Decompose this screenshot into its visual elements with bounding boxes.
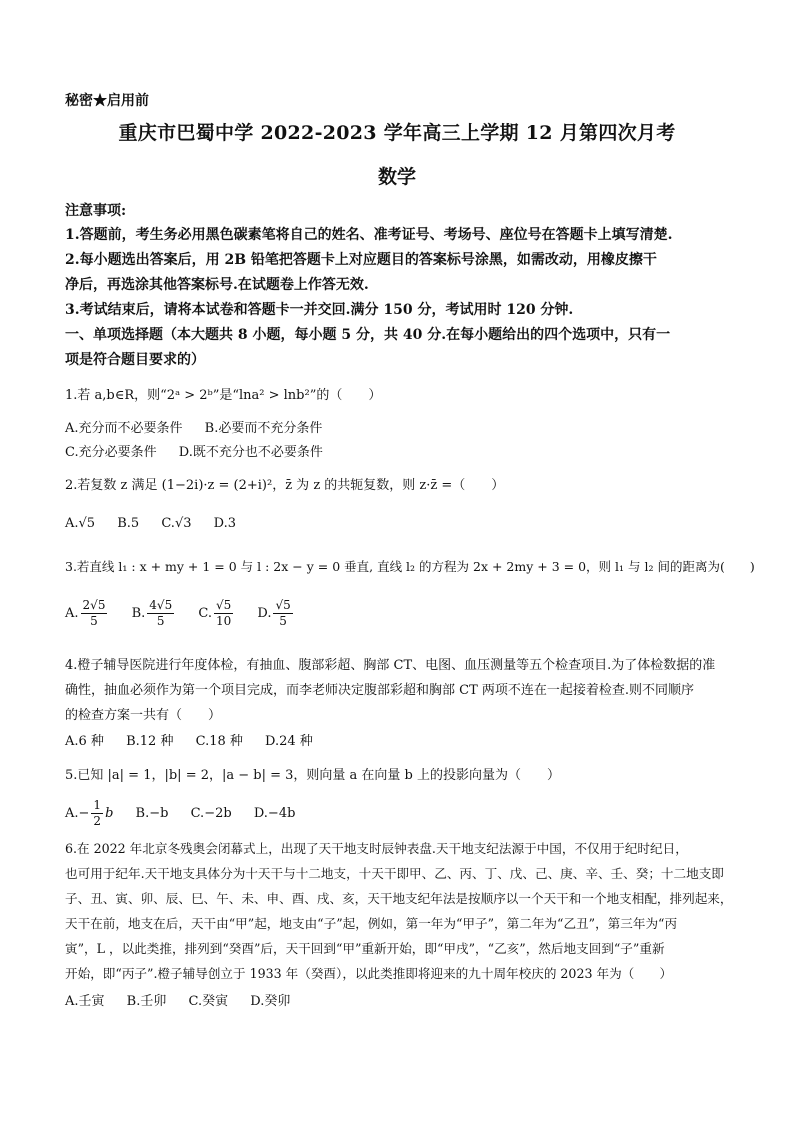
q4-option-b: B.12 种 xyxy=(126,734,174,749)
notes-item: 净后，再选涂其他答案标号.在试题卷上作答无效. xyxy=(65,277,369,293)
notes-item: 3.考试结束后，请将本试卷和答题卡一并交回.满分 150 分，考试用时 120 分钟. xyxy=(65,302,574,318)
fraction-denominator: 5 xyxy=(279,614,287,628)
q5-option-c: C.−2b xyxy=(190,806,232,821)
q3-option-c-fraction xyxy=(214,598,233,629)
question-6-line: 天干在前，地支在后，天干由“甲”起，地支由“子”起，例如，第一年为“甲子”，第二年为“乙丑”，第三年为“丙 xyxy=(65,916,678,931)
q3-option-b-fraction xyxy=(147,598,174,629)
q2-option-c: C.√3 xyxy=(161,516,192,531)
q3-option-d xyxy=(257,598,294,629)
q3-option-b xyxy=(132,598,177,629)
q6-option-b: B.壬卯 xyxy=(126,994,167,1009)
q5-option-d: D.−4b xyxy=(253,806,296,821)
question-3: 3.若直线 l₁ : x + my + 1 = 0 与 l : 2x − y = 0 垂直, 直线 l₂ 的方程为 2x + 2my + 3 = 0，则 l₁ 与 l₂ 间的距离为( ) xyxy=(65,559,755,574)
q6-option-c: C.癸寅 xyxy=(188,994,229,1009)
question-6-line: 开始，即“丙子”.橙子辅导创立于 1933 年（癸酉），以此类推即将迎来的九十周年校庆的 2023 年为（ ） xyxy=(65,966,673,981)
question-3-options xyxy=(65,598,313,629)
q3-option-c-label: C. xyxy=(198,606,212,621)
subject-title: 数学 xyxy=(377,166,416,188)
exam-title: 重庆市巴蜀中学 2022-2023 学年高三上学期 12 月第四次月考 xyxy=(118,122,676,144)
fraction-numerator: √5 xyxy=(275,598,291,612)
q2-option-b: B.5 xyxy=(117,516,140,531)
q3-option-a-label: A. xyxy=(65,606,79,621)
q5-option-b: B.−b xyxy=(135,806,169,821)
question-4-line: 的检查方案一共有（ ） xyxy=(65,708,222,723)
question-4-options xyxy=(65,730,331,749)
question-6-line: 寅”，L ，以此类推，排列到“癸酉”后，天干回到“甲”重新开始，即“甲戌”，“乙亥”，然后地支回到“子”重新 xyxy=(65,941,665,956)
q5-option-a xyxy=(65,798,113,829)
question-6-line: 也可用于纪年.天干地支具体分为十天干与十二地支，十天干即甲、乙、丙、丁、戊、己、庚、辛、壬、癸；十二地支即 xyxy=(65,866,724,881)
notes-item: 2.每小题选出答案后，用 2B 铅笔把答题卡上对应题目的答案标号涂黑，如需改动，用橡皮擦干 xyxy=(65,252,657,268)
q6-option-d: D.癸卯 xyxy=(250,994,291,1009)
q1-option-a: A.充分而不必要条件 xyxy=(65,421,183,436)
q3-option-c xyxy=(198,598,235,629)
confidential-mark: 秘密★启用前 xyxy=(65,93,149,109)
fraction-denominator: 10 xyxy=(215,614,232,628)
fraction-numerator: 1 xyxy=(93,798,102,812)
notes-item: 1.答题前，考生务必用黑色碳素笔将自己的姓名、准考证号、考场号、座位号在答题卡上填写清楚. xyxy=(65,227,673,243)
fraction-denominator: 2 xyxy=(93,814,102,828)
section-heading-cont: 项是符合题目要求的） xyxy=(65,352,205,368)
q5-option-a-fraction xyxy=(91,798,103,829)
question-1: 1.若 a,b∈R，则“2ᵃ > 2ᵇ”是“lna² > lnb²”的（ ） xyxy=(65,388,382,403)
q4-option-a: A.6 种 xyxy=(65,734,104,749)
q3-option-a xyxy=(65,598,109,629)
question-6-line: 6.在 2022 年北京冬残奥会闭幕式上，出现了天干地支时辰钟表盘.天干地支纪法源于中国，不仅用于纪时纪日， xyxy=(65,841,688,856)
q1-option-b: B.必要而不充分条件 xyxy=(204,421,323,436)
question-2: 2.若复数 z 满足 (1−2i)·z = (2+i)²，z̄ 为 z 的共轭复数，则 z·z̄ =（ ） xyxy=(65,478,505,493)
notes-heading: 注意事项: xyxy=(65,203,127,219)
q2-option-d: D.3 xyxy=(213,516,237,531)
question-2-options xyxy=(65,516,254,531)
q5-option-a-label: A.− xyxy=(65,806,90,821)
q3-option-d-label: D. xyxy=(257,606,272,621)
fraction-numerator: √5 xyxy=(215,598,232,612)
question-6-options xyxy=(65,990,308,1009)
q6-option-a: A.壬寅 xyxy=(65,994,105,1009)
q1-option-d: D.既不充分也不必要条件 xyxy=(178,445,323,460)
q4-option-c: C.18 种 xyxy=(195,734,243,749)
section-heading: 一、单项选择题（本大题共 8 小题，每小题 5 分，共 40 分.在每小题给出的四个选项中，只有一 xyxy=(65,327,671,343)
question-4-line: 确性，抽血必须作为第一个项目完成，而李老师决定腹部彩超和胸部 CT 两项不连在一起接着检查.则不同顺序 xyxy=(65,683,695,698)
q3-option-d-fraction xyxy=(273,598,292,629)
q3-option-b-label: B. xyxy=(131,606,146,621)
question-6-line: 子、丑、寅、卯、辰、巳、午、未、申、酉、戌、亥，天干地支纪年法是按顺序以一个天干和一个地支相配，排列起来， xyxy=(65,891,733,906)
q1-option-c: C.充分必要条件 xyxy=(65,445,157,460)
question-5: 5.已知 |a| = 1，|b| = 2，|a − b| = 3，则向量 a 在向量 b 上的投影向量为（ ） xyxy=(65,768,561,783)
fraction-numerator: 2√5 xyxy=(82,598,106,612)
q2-option-a: A.√5 xyxy=(65,516,96,531)
q4-option-d: D.24 种 xyxy=(265,734,313,749)
question-1-options-row1 xyxy=(65,417,340,436)
fraction-denominator: 5 xyxy=(90,614,98,628)
q3-option-a-fraction xyxy=(81,598,108,629)
question-5-options xyxy=(65,798,313,829)
fraction-denominator: 5 xyxy=(156,614,165,628)
vector-b: b xyxy=(105,806,114,821)
fraction-numerator: 4√5 xyxy=(149,598,173,612)
question-4-line: 4.橙子辅导医院进行年度体检，有抽血、腹部彩超、胸部 CT、电图、血压测量等五个检查项目.为了体检数据的准 xyxy=(65,658,716,673)
question-1-options-row2 xyxy=(65,441,341,460)
